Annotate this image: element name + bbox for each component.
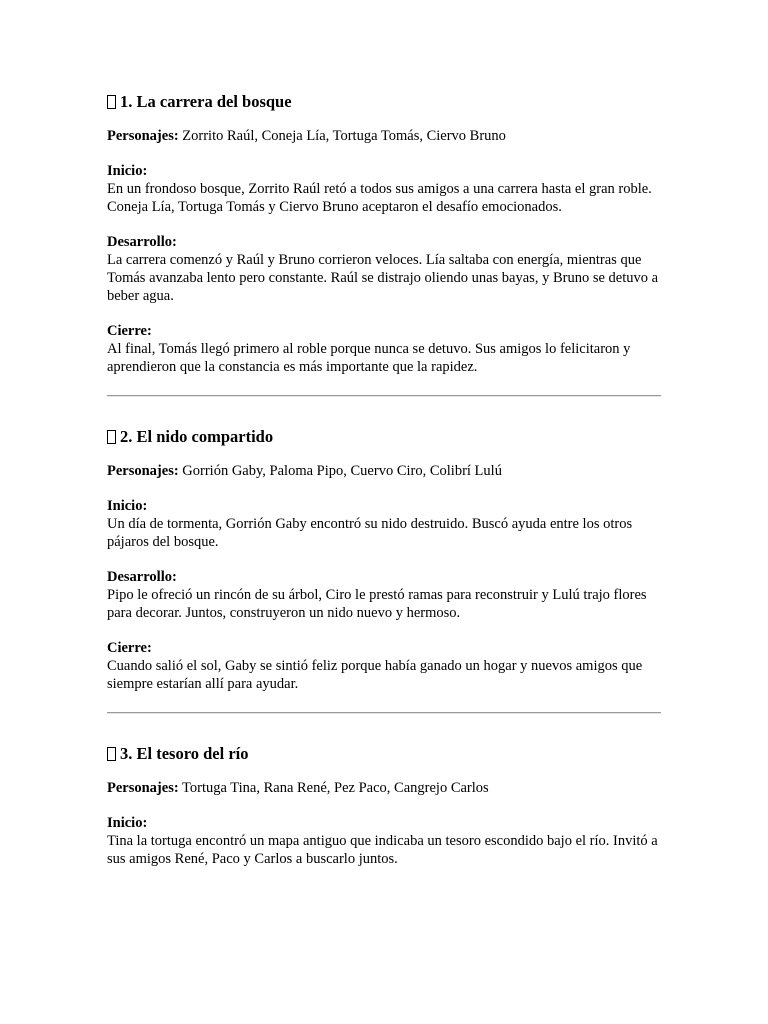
middle-section [107, 233, 661, 305]
middle-text: Pipo le ofreció un rincón de su árbol, Ciro le prestó ramas para reconstruir y Lulú trajo flores para decorar. Juntos, construyeron un nido nuevo y hermoso. [107, 587, 647, 621]
characters-line [107, 462, 661, 480]
characters-text: Tortuga Tina, Rana René, Pez Paco, Cangrejo Carlos [178, 780, 489, 796]
story-title-text: 2. El nido compartido [120, 427, 274, 446]
characters-label: Personajes: [107, 780, 179, 796]
end-text: Al final, Tomás llegó primero al roble porque nunca se detuvo. Sus amigos lo felicitaron y aprendieron que la constancia es más importante que la rapidez. [107, 341, 631, 375]
characters-text: Gorrión Gaby, Paloma Pipo, Cuervo Ciro, Colibrí Lulú [178, 463, 502, 479]
start-section [107, 162, 661, 216]
middle-label: Desarrollo: [107, 569, 177, 585]
story-title-text: 1. La carrera del bosque [120, 92, 292, 111]
start-text: Tina la tortuga encontró un mapa antiguo que indicaba un tesoro escondido bajo el río. Invitó a sus amigos René, Paco y Carlos a buscarlo juntos. [107, 833, 658, 867]
middle-section [107, 568, 661, 622]
middle-label: Desarrollo: [107, 234, 177, 250]
start-label: Inicio: [107, 163, 148, 179]
characters-line [107, 127, 661, 145]
section-divider [107, 712, 661, 714]
section-divider [107, 395, 661, 397]
start-section [107, 497, 661, 551]
missing-glyph-icon [107, 430, 116, 444]
story-3 [107, 742, 661, 868]
story-2 [107, 425, 661, 693]
characters-label: Personajes: [107, 128, 179, 144]
missing-glyph-icon [107, 95, 116, 109]
characters-text: Zorrito Raúl, Coneja Lía, Tortuga Tomás, Ciervo Bruno [178, 128, 506, 144]
characters-label: Personajes: [107, 463, 179, 479]
start-label: Inicio: [107, 498, 148, 514]
story-1 [107, 90, 661, 376]
start-text: En un frondoso bosque, Zorrito Raúl retó a todos sus amigos a una carrera hasta el gran roble. Coneja Lía, Tortuga Tomás y Ciervo Bruno aceptaron el desafío emocionados. [107, 181, 652, 215]
end-label: Cierre: [107, 323, 152, 339]
end-label: Cierre: [107, 640, 152, 656]
start-section [107, 814, 661, 868]
story-title [107, 425, 661, 449]
start-text: Un día de tormenta, Gorrión Gaby encontró su nido destruido. Buscó ayuda entre los otros pájaros del bosque. [107, 516, 633, 550]
story-title [107, 742, 661, 766]
end-section [107, 639, 661, 693]
start-label: Inicio: [107, 815, 148, 831]
missing-glyph-icon [107, 747, 116, 761]
story-title [107, 90, 661, 114]
characters-line [107, 779, 661, 797]
end-section [107, 322, 661, 376]
middle-text: La carrera comenzó y Raúl y Bruno corrieron veloces. Lía saltaba con energía, mientras que Tomás avanzaba lento pero constante. Raúl se distrajo oliendo unas bayas, y Bruno se detuvo a beber agua. [107, 252, 659, 304]
story-title-text: 3. El tesoro del río [120, 744, 249, 763]
end-text: Cuando salió el sol, Gaby se sintió feliz porque había ganado un hogar y nuevos amigos que siempre estarían allí para ayudar. [107, 658, 643, 692]
